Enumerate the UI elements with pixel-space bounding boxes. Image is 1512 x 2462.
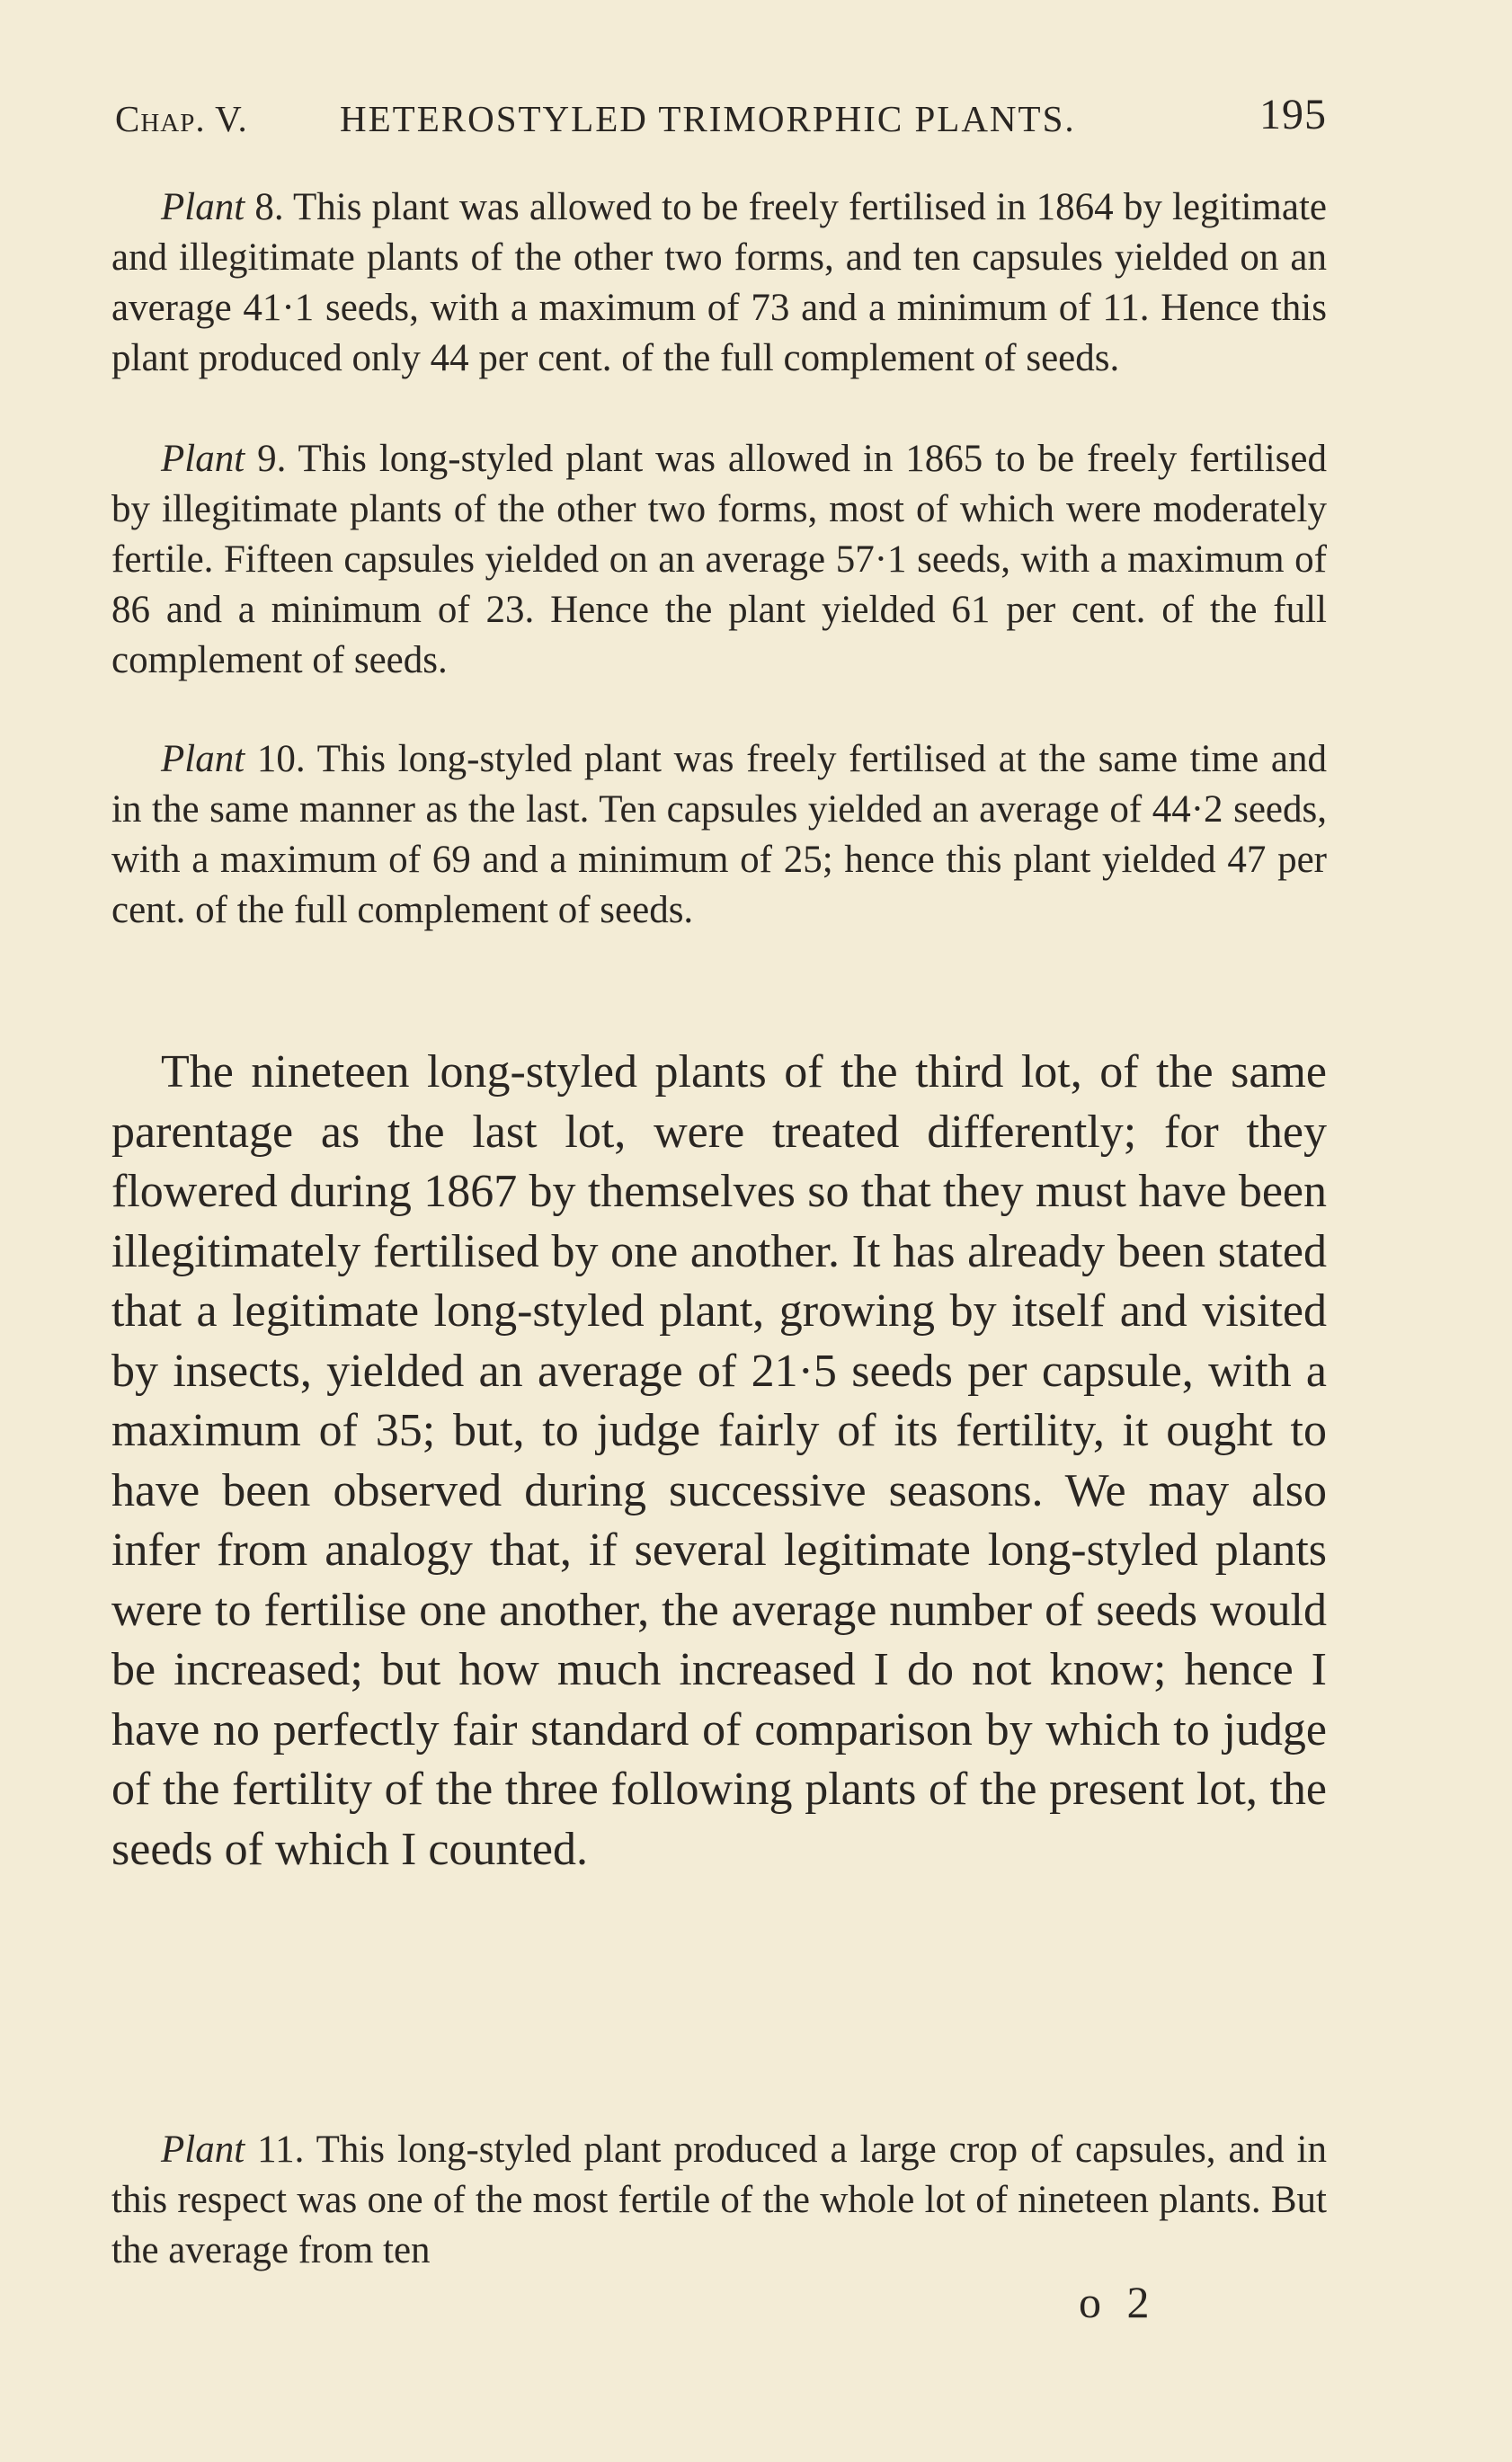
paragraph-plant-8: [111, 182, 1327, 384]
paragraph-text: 9. This long-styled plant was allowed in 1865 to be freely fertilised by illegitimate plants of the other two forms, most of which were moderately fertile. Fifteen capsules yielded on an average 57·1 seeds, with a maximum of 86 and a minimum of 23. Hence the plant yielded 61 per cent. of the full complement of seeds.: [111, 438, 1327, 681]
signature-mark: o 2: [1079, 2277, 1157, 2327]
chapter-label: Chap. V.: [115, 98, 248, 139]
chapter-title: HETEROSTYLED TRIMORPHIC PLANTS.: [340, 98, 1076, 139]
plant-label: Plant: [161, 738, 245, 780]
plant-label: Plant: [161, 186, 245, 228]
paragraph-text: 8. This plant was allowed to be freely fertilised in 1864 by legitimate and illegitimate plants of the other two forms, and ten capsules yielded on an average 41·1 seeds, with a maximum of 73 and a minimum of 11. Hence this plant produced only 44 per cent. of the full complement of seeds.: [111, 186, 1327, 379]
paragraph-text: 10. This long-styled plant was freely fertilised at the same time and in the same manner as the last. Ten capsules yielded an average of 44·2 seeds, with a maximum of 69 and a minimum of 25; hence this plant yielded 47 per cent. of the full complement of seeds.: [111, 738, 1327, 931]
paragraph-plant-9: [111, 434, 1327, 686]
plant-label: Plant: [161, 438, 245, 480]
paragraph-main: The nineteen long-styled plants of the third lot, of the same parentage as the last lot, were treated differently; for they flowered during 1867 by themselves so that they must have been illegitimately fertilised by one another. It has already been stated that a legitimate long-styled plant, growing by itself and visited by insects, yielded an average of 21·5 seeds per capsule, with a maximum of 35; but, to judge fairly of its fertility, it ought to have been observed during successive seasons. We may also infer from analogy that, if several legitimate long-styled plants were to fertilise one another, the average number of seeds would be increased; but how much increased I do not know; hence I have no perfectly fair standard of comparison by which to judge of the fertility of the three following plants of the present lot, the seeds of which I counted.: [111, 1046, 1327, 1875]
paragraph-plant-11: [111, 2125, 1327, 2276]
running-head: [111, 90, 1327, 144]
page-number: 195: [1259, 91, 1327, 138]
paragraph-plant-10: [111, 734, 1327, 936]
plant-label: Plant: [161, 2129, 245, 2171]
paragraph-text: 11. This long-styled plant produced a large crop of capsules, and in this respect was one of the most fertile of the whole lot of nineteen plants. But the average from ten: [111, 2129, 1327, 2271]
